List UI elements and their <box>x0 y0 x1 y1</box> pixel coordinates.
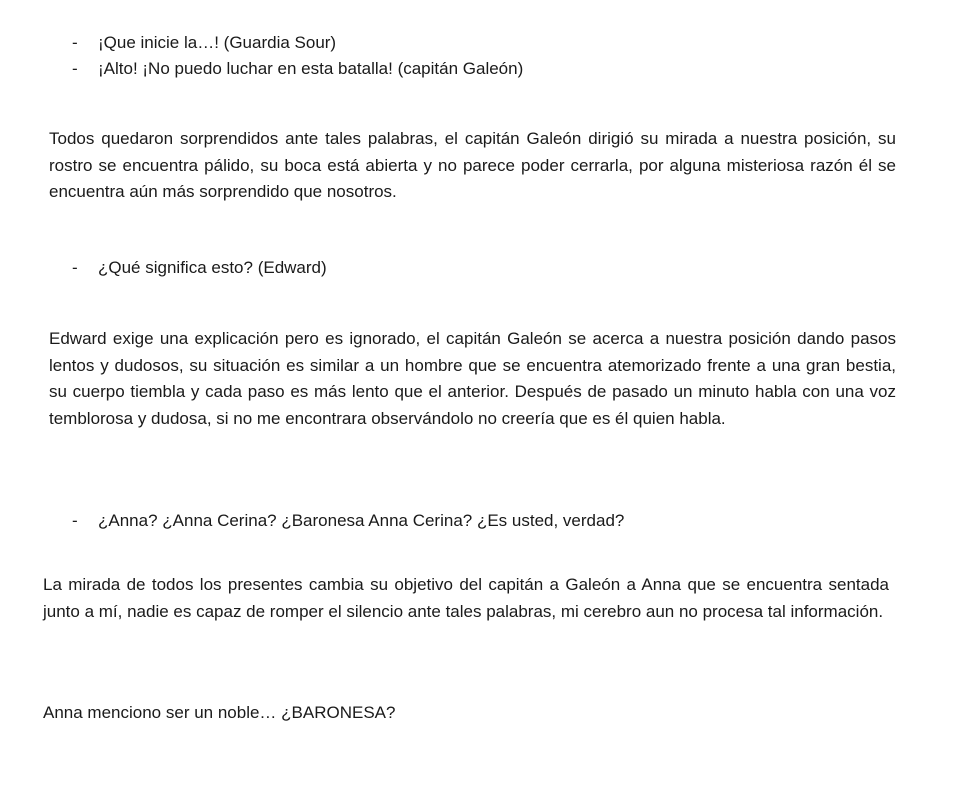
paragraph: Anna menciono ser un noble… ¿BARONESA? <box>43 703 396 722</box>
dialogue-dash: - <box>72 59 78 78</box>
dialogue-line <box>72 254 327 281</box>
dialogue-dash: - <box>72 33 78 52</box>
paragraph: Edward exige una explicación pero es ignorado, el capitán Galeón se acerca a nuestra posición dando pasos lentos y dudosos, su situación es similar a un hombre que se encuentra atemorizado frente a una gran bestia, su cuerpo tiembla y cada paso es más lento que el anterior. Después de pasado un minuto habla con una voz temblorosa y dudosa, si no me encontrara observándolo no creería que es él quien habla. <box>49 329 896 428</box>
dialogue-dash: - <box>72 258 78 277</box>
paragraph: La mirada de todos los presentes cambia su objetivo del capitán a Galeón a Anna que se encuentra sentada junto a mí, nadie es capaz de romper el silencio ante tales palabras, mi cerebro aun no procesa tal información. <box>43 575 889 621</box>
dialogue-dash: - <box>72 511 78 530</box>
dialogue-line <box>72 29 336 56</box>
dialogue-text: ¿Qué significa esto? (Edward) <box>98 258 327 277</box>
dialogue-text: ¡Alto! ¡No puedo luchar en esta batalla! (capitán Galeón) <box>98 59 524 78</box>
dialogue-line <box>72 507 624 534</box>
dialogue-text: ¡Que inicie la…! (Guardia Sour) <box>98 33 337 52</box>
paragraph: Todos quedaron sorprendidos ante tales palabras, el capitán Galeón dirigió su mirada a nuestra posición, su rostro se encuentra pálido, su boca está abierta y no parece poder cerrarla, por alguna misteriosa razón él se encuentra aún más sorprendido que nosotros. <box>49 129 896 201</box>
dialogue-line <box>72 55 523 82</box>
dialogue-text: ¿Anna? ¿Anna Cerina? ¿Baronesa Anna Cerina? ¿Es usted, verdad? <box>98 511 625 530</box>
